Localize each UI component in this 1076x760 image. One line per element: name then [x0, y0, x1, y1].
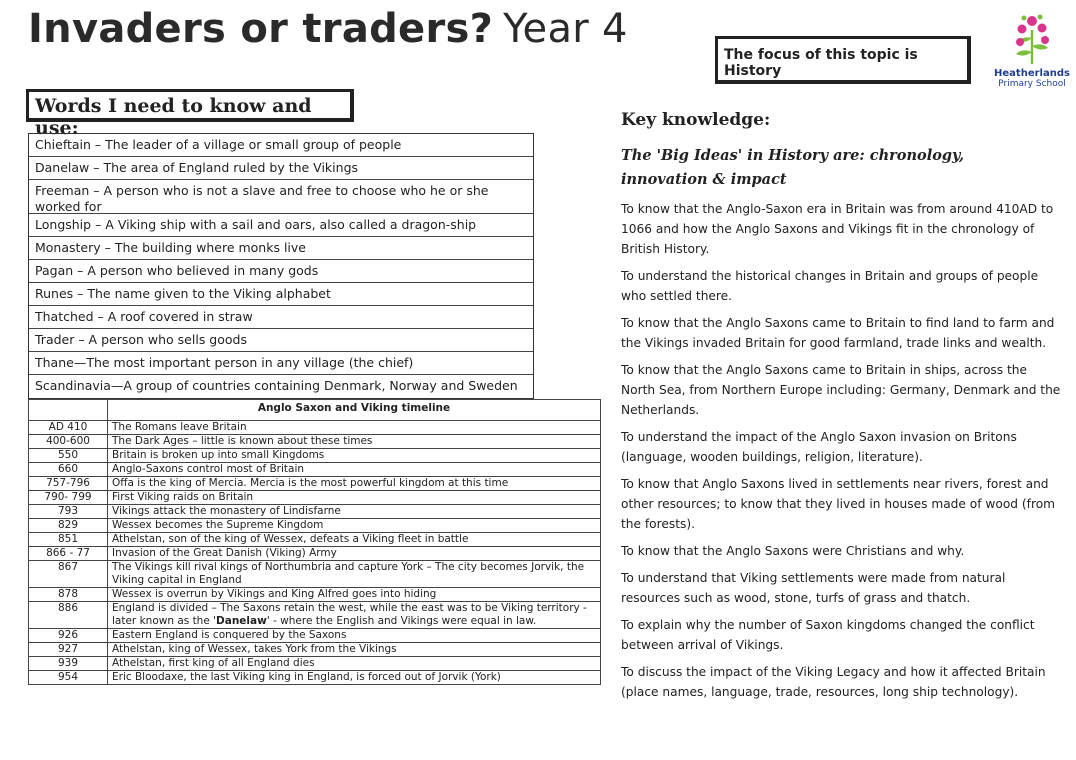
- school-logo: [994, 12, 1070, 89]
- vocab-item: Thatched – A roof covered in straw: [29, 306, 533, 329]
- vocab-item: Longship – A Viking ship with a sail and oars, also called a dragon-ship: [29, 214, 533, 237]
- title-text: Invaders or traders?: [28, 6, 494, 52]
- timeline-date: 790- 799: [29, 491, 108, 505]
- timeline-event: Vikings attack the monastery of Lindisfarne: [108, 505, 601, 519]
- timeline-row: [29, 657, 601, 671]
- timeline-event: Britain is broken up into small Kingdoms: [108, 449, 601, 463]
- timeline-event: Offa is the king of Mercia. Mercia is the most powerful kingdom at this time: [108, 477, 601, 491]
- timeline-table: [28, 399, 601, 685]
- knowledge-item: To understand the impact of the Anglo Saxon invasion on Britons (language, wooden buildings, religion, literature).: [621, 430, 1017, 464]
- timeline-header-row: [29, 400, 601, 421]
- timeline-event: First Viking raids on Britain: [108, 491, 601, 505]
- timeline-event: The Romans leave Britain: [108, 421, 601, 435]
- timeline-date: 829: [29, 519, 108, 533]
- timeline-date: 660: [29, 463, 108, 477]
- danelaw-term: Danelaw: [216, 615, 267, 627]
- timeline-header-date: [29, 400, 108, 421]
- timeline-row: [29, 602, 601, 629]
- vocabulary-list: [28, 133, 534, 399]
- timeline-row: [29, 449, 601, 463]
- timeline-event: Anglo-Saxons control most of Britain: [108, 463, 601, 477]
- timeline-row: [29, 561, 601, 588]
- timeline-row: [29, 533, 601, 547]
- timeline-row: [29, 463, 601, 477]
- timeline-row: [29, 547, 601, 561]
- timeline-event: Eric Bloodaxe, the last Viking king in England, is forced out of Jorvik (York): [108, 671, 601, 685]
- timeline-date: 851: [29, 533, 108, 547]
- school-name: Heatherlands: [994, 68, 1070, 79]
- timeline-row: [29, 491, 601, 505]
- knowledge-item: To understand the historical changes in Britain and groups of people who settled there.: [621, 269, 1039, 303]
- vocab-item: Monastery – The building where monks live: [29, 237, 533, 260]
- knowledge-item: To know that Anglo Saxons lived in settlements near rivers, forest and other resources; to know that they lived in houses made of wood (from the forests).: [621, 477, 1056, 531]
- timeline-date: 400-600: [29, 435, 108, 449]
- timeline-date: 757-796: [29, 477, 108, 491]
- timeline-row: [29, 519, 601, 533]
- timeline-date: 926: [29, 629, 108, 643]
- vocabulary-heading: Words I need to know and use:: [26, 89, 354, 122]
- page-title: [28, 6, 628, 52]
- school-subtitle: Primary School: [998, 79, 1066, 89]
- knowledge-item: To understand that Viking settlements were made from natural resources such as wood, stone, turfs of grass and thatch.: [621, 571, 1006, 605]
- knowledge-item: To explain why the number of Saxon kingdoms changed the conflict between arrival of Vikings.: [621, 618, 1035, 652]
- timeline-event: Athelstan, king of Wessex, takes York from the Vikings: [108, 643, 601, 657]
- timeline-date: 878: [29, 588, 108, 602]
- timeline-date: 550: [29, 449, 108, 463]
- timeline-event: Eastern England is conquered by the Saxons: [108, 629, 601, 643]
- key-knowledge-list: [621, 199, 1061, 709]
- vocab-item: Danelaw – The area of England ruled by the Vikings: [29, 157, 533, 180]
- vocab-item: Chieftain – The leader of a village or small group of people: [29, 134, 533, 157]
- event-text: England is divided – The Saxons retain the west, while the east was to be Viking territory - later known as the ': [112, 602, 587, 627]
- timeline-heading: Anglo Saxon and Viking timeline: [108, 400, 601, 421]
- focus-text: The focus of this topic is History: [724, 47, 918, 79]
- key-knowledge-heading: Key knowledge:: [621, 110, 771, 130]
- timeline-row: [29, 588, 601, 602]
- timeline-row: [29, 671, 601, 685]
- timeline-event: Athelstan, son of the king of Wessex, defeats a Viking fleet in battle: [108, 533, 601, 547]
- timeline-date: 939: [29, 657, 108, 671]
- flower-logo-icon: [1010, 12, 1054, 66]
- timeline-date: 927: [29, 643, 108, 657]
- vocab-item: Scandinavia—A group of countries containing Denmark, Norway and Sweden: [35, 378, 518, 393]
- timeline-row: [29, 421, 601, 435]
- timeline-date: 866 - 77: [29, 547, 108, 561]
- timeline-event: Wessex is overrun by Vikings and King Alfred goes into hiding: [108, 588, 601, 602]
- knowledge-item: To know that the Anglo Saxons came to Britain in ships, across the North Sea, from Northern Europe including: Germany, Denmark and the Netherlands.: [621, 363, 1061, 417]
- timeline-event: [108, 602, 601, 629]
- vocab-item: Runes – The name given to the Viking alphabet: [29, 283, 533, 306]
- timeline-event: The Dark Ages – little is known about these times: [108, 435, 601, 449]
- timeline-event: Athelstan, first king of all England dies: [108, 657, 601, 671]
- knowledge-item: To know that the Anglo Saxons were Christians and why.: [621, 544, 965, 558]
- vocab-item: Thane—The most important person in any village (the chief): [29, 352, 533, 375]
- knowledge-item: To discuss the impact of the Viking Legacy and how it affected Britain (place names, language, trade, resources, long ship technology).: [621, 665, 1046, 699]
- knowledge-item: To know that the Anglo Saxons came to Britain to find land to farm and the Vikings invaded Britain for good farmland, trade links and wealth.: [621, 316, 1055, 350]
- timeline-event: Invasion of the Great Danish (Viking) Army: [108, 547, 601, 561]
- knowledge-item: To know that the Anglo-Saxon era in Britain was from around 410AD to 1066 and how the Anglo Saxons and Vikings fit in the chronology of British History.: [621, 202, 1054, 256]
- vocab-item: Freeman – A person who is not a slave and free to choose who he or she worked for: [29, 180, 533, 214]
- timeline-row: [29, 477, 601, 491]
- timeline-row: [29, 505, 601, 519]
- timeline-row: [29, 629, 601, 643]
- timeline-date: 886: [29, 602, 108, 629]
- vocab-item: Trader – A person who sells goods: [29, 329, 533, 352]
- timeline-date: 954: [29, 671, 108, 685]
- timeline-date: 867: [29, 561, 108, 588]
- timeline-event: Wessex becomes the Supreme Kingdom: [108, 519, 601, 533]
- big-ideas: The 'Big Ideas' in History are: chronology, innovation & impact: [621, 147, 965, 188]
- focus-box: [715, 36, 971, 84]
- timeline-row: [29, 643, 601, 657]
- timeline-row: [29, 435, 601, 449]
- year-label: Year 4: [503, 6, 628, 52]
- vocab-item: Pagan – A person who believed in many gods: [29, 260, 533, 283]
- timeline-date: 793: [29, 505, 108, 519]
- timeline-date: AD 410: [29, 421, 108, 435]
- timeline-event: The Vikings kill rival kings of Northumbria and capture York – The city becomes Jorvik, the Viking capital in England: [108, 561, 601, 588]
- event-text: ' - where the English and Vikings were equal in law.: [266, 615, 537, 627]
